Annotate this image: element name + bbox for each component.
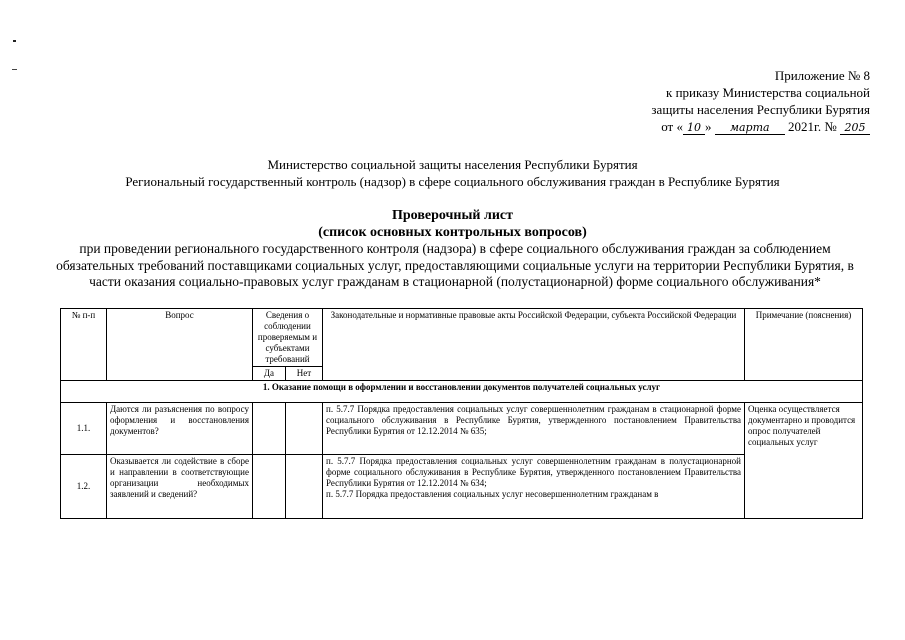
header-acts: Законодательные и нормативные правовые акты Российской Федерации, субъекта Российской Федерации bbox=[323, 309, 745, 381]
row-note: Оценка осуществляется документарно и проводится опрос получателей социальных услуг bbox=[745, 403, 863, 519]
section-title: 1. Оказание помощи в оформлении и восстановлении документов получателей социальных услуг bbox=[61, 381, 863, 403]
checklist-table bbox=[60, 308, 863, 519]
table-header-row bbox=[61, 309, 863, 367]
date-number: 205 bbox=[840, 121, 870, 135]
header-yes: Да bbox=[253, 367, 286, 381]
header-compliance: Сведения о соблюдении проверяемым и субъектами требований bbox=[253, 309, 323, 367]
row-yes-cell[interactable] bbox=[253, 455, 286, 519]
row-num: 1.2. bbox=[61, 455, 107, 519]
date-mid: » bbox=[704, 119, 715, 134]
scan-dot bbox=[13, 40, 16, 42]
appendix-line-1: Приложение № 8 bbox=[774, 68, 870, 83]
ministry-line-1: Министерство социальной защиты населения Республики Бурятия bbox=[267, 157, 638, 172]
row-acts: п. 5.7.7 Порядка предоставления социальных услуг совершеннолетним гражданам в полустационарной форме социального обслуживания в Республике Бурятия, утвержденного постановлением Правительства Республики Бурятия от 12.12.2014 № 634; п. 5.7.7 Порядка предоставления социальных услуг несовершеннолетним гражданам в bbox=[323, 455, 745, 519]
row-no-cell[interactable] bbox=[286, 403, 323, 455]
row-num: 1.1. bbox=[61, 403, 107, 455]
header-question: Вопрос bbox=[107, 309, 253, 381]
appendix-date bbox=[570, 118, 870, 135]
section-row bbox=[61, 381, 863, 403]
date-day: 10 bbox=[683, 121, 705, 135]
appendix-block bbox=[570, 67, 870, 135]
row-no-cell[interactable] bbox=[286, 455, 323, 519]
title-line-2: (список основных контрольных вопросов) bbox=[318, 225, 587, 240]
date-prefix: от « bbox=[661, 119, 683, 134]
date-month: марта bbox=[715, 121, 785, 135]
row-yes-cell[interactable] bbox=[253, 403, 286, 455]
header-no: Нет bbox=[286, 367, 323, 381]
ministry-line-2: Региональный государственный контроль (надзор) в сфере социального обслуживания граждан в Республике Бурятия bbox=[125, 174, 780, 189]
row-question: Оказывается ли содействие в сборе и направлении в соответствующие организации необходимых заявлений и сведений? bbox=[107, 455, 253, 519]
ministry-heading bbox=[0, 156, 905, 190]
document-description: при проведении регионального государственного контроля (надзора) в сфере социального обслуживания граждан за соблюдением обязательных требований поставщиками социальных услуг, предоставляющими социальные услуги на территории Республики Бурятия, в части оказания социально-правовых услуг гражданам в стационарной (полустационарной) форме социального обслуживания* bbox=[56, 241, 854, 289]
date-year: 2021г. № bbox=[784, 119, 840, 134]
table-row bbox=[61, 455, 863, 519]
appendix-line-3: защиты населения Республики Бурятия bbox=[651, 102, 870, 117]
title-line-1: Проверочный лист bbox=[392, 208, 513, 223]
row-question: Даются ли разъяснения по вопросу оформления и восстановления документов? bbox=[107, 403, 253, 455]
row-acts: п. 5.7.7 Порядка предоставления социальных услуг совершеннолетним гражданам в стационарной форме социального обслуживания в Республике Бурятия, утвержденного постановлением Правительства Республики Бурятия от 12.12.2014 № 635; bbox=[323, 403, 745, 455]
header-num: № п-п bbox=[61, 309, 107, 381]
header-note: Примечание (пояснения) bbox=[745, 309, 863, 381]
table-row bbox=[61, 403, 863, 455]
appendix-line-2: к приказу Министерства социальной bbox=[666, 85, 870, 100]
scan-dash bbox=[12, 69, 17, 70]
document-title bbox=[0, 207, 905, 241]
